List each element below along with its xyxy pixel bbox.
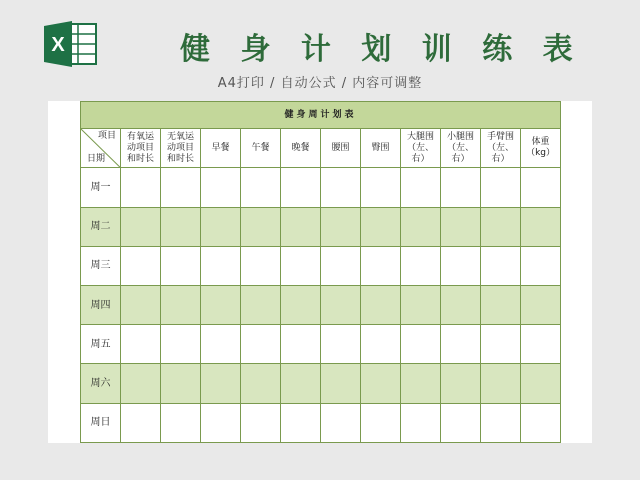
table-cell[interactable]: [321, 207, 361, 246]
table-cell[interactable]: [441, 246, 481, 285]
column-header: 午餐: [241, 129, 281, 168]
table-cell[interactable]: [481, 325, 521, 364]
day-label: 周三: [81, 246, 121, 285]
day-label: 周日: [81, 403, 121, 442]
table-cell[interactable]: [321, 168, 361, 207]
table-cell[interactable]: [481, 286, 521, 325]
table-cell[interactable]: [361, 286, 401, 325]
column-header-row: [81, 129, 561, 168]
table-cell[interactable]: [201, 325, 241, 364]
table-row: [81, 325, 561, 364]
table-row: [81, 364, 561, 403]
table-cell[interactable]: [161, 403, 201, 442]
day-rows: [81, 168, 561, 443]
day-label: 周一: [81, 168, 121, 207]
table-cell[interactable]: [201, 246, 241, 285]
table-cell[interactable]: [121, 364, 161, 403]
table-cell[interactable]: [521, 286, 561, 325]
table-cell[interactable]: [521, 364, 561, 403]
table-cell[interactable]: [241, 246, 281, 285]
table-row: [81, 246, 561, 285]
table-cell[interactable]: [201, 168, 241, 207]
table-cell[interactable]: [161, 325, 201, 364]
column-header: 无氧运 动项目 和时长: [161, 129, 201, 168]
table-cell[interactable]: [481, 403, 521, 442]
column-header: 早餐: [201, 129, 241, 168]
table-cell[interactable]: [401, 246, 441, 285]
table-cell[interactable]: [241, 168, 281, 207]
table-cell[interactable]: [241, 286, 281, 325]
table-cell[interactable]: [321, 325, 361, 364]
table-cell[interactable]: [441, 286, 481, 325]
table-cell[interactable]: [201, 286, 241, 325]
table-row: [81, 168, 561, 207]
spreadsheet-preview: [48, 101, 592, 443]
table-row: [81, 403, 561, 442]
table-cell[interactable]: [401, 286, 441, 325]
table-cell[interactable]: [161, 364, 201, 403]
table-cell[interactable]: [401, 207, 441, 246]
column-header: 手臂围 （左、 右）: [481, 129, 521, 168]
table-cell[interactable]: [281, 207, 321, 246]
table-cell[interactable]: [281, 168, 321, 207]
table-cell[interactable]: [361, 364, 401, 403]
day-label: 周六: [81, 364, 121, 403]
table-cell[interactable]: [121, 325, 161, 364]
table-cell[interactable]: [441, 364, 481, 403]
table-cell[interactable]: [121, 207, 161, 246]
table-cell[interactable]: [161, 246, 201, 285]
table-cell[interactable]: [481, 207, 521, 246]
table-cell[interactable]: [321, 364, 361, 403]
table-cell[interactable]: [161, 168, 201, 207]
table-cell[interactable]: [321, 246, 361, 285]
page-title: 健 身 计 划 训 练 表: [180, 32, 583, 67]
table-cell[interactable]: [481, 168, 521, 207]
table-cell[interactable]: [401, 403, 441, 442]
table-cell[interactable]: [241, 325, 281, 364]
column-header: 臀围: [361, 129, 401, 168]
page-subtitle: A4打印 / 自动公式 / 内容可调整: [217, 76, 423, 91]
column-header: 有氧运 动项目 和时长: [121, 129, 161, 168]
weekly-plan-table: [80, 101, 561, 443]
day-label: 周五: [81, 325, 121, 364]
table-cell[interactable]: [521, 325, 561, 364]
table-cell[interactable]: [441, 168, 481, 207]
table-cell[interactable]: [201, 364, 241, 403]
corner-label-date: 日期: [87, 154, 106, 165]
table-row: [81, 286, 561, 325]
table-cell[interactable]: [201, 207, 241, 246]
table-cell[interactable]: [361, 207, 401, 246]
table-cell[interactable]: [401, 364, 441, 403]
table-cell[interactable]: [281, 403, 321, 442]
table-cell[interactable]: [121, 286, 161, 325]
table-cell[interactable]: [161, 207, 201, 246]
table-cell[interactable]: [401, 168, 441, 207]
table-cell[interactable]: [361, 246, 401, 285]
day-label: 周二: [81, 207, 121, 246]
table-cell[interactable]: [121, 246, 161, 285]
table-cell[interactable]: [321, 286, 361, 325]
table-cell[interactable]: [361, 403, 401, 442]
table-cell[interactable]: [241, 207, 281, 246]
table-cell[interactable]: [481, 364, 521, 403]
table-cell[interactable]: [161, 286, 201, 325]
column-header: 晚餐: [281, 129, 321, 168]
table-cell[interactable]: [121, 403, 161, 442]
table-cell[interactable]: [281, 325, 321, 364]
table-cell[interactable]: [361, 168, 401, 207]
excel-logo-icon: [40, 18, 100, 70]
column-header: 大腿围 （左、 右）: [401, 129, 441, 168]
table-cell[interactable]: [521, 168, 561, 207]
table-cell[interactable]: [281, 286, 321, 325]
column-header: 体重 （kg）: [521, 129, 561, 168]
corner-label-items: 项目: [97, 131, 116, 142]
table-cell[interactable]: [441, 403, 481, 442]
table-cell[interactable]: [481, 246, 521, 285]
corner-header-cell: [81, 129, 121, 168]
page-header: [0, 0, 640, 96]
column-header: 腰围: [321, 129, 361, 168]
table-cell[interactable]: [441, 207, 481, 246]
day-label: 周四: [81, 286, 121, 325]
table-cell[interactable]: [441, 325, 481, 364]
excel-logo-letter: X: [51, 34, 65, 56]
table-cell[interactable]: [521, 403, 561, 442]
table-row: [81, 207, 561, 246]
table-cell[interactable]: [521, 207, 561, 246]
table-cell[interactable]: [121, 168, 161, 207]
table-cell[interactable]: [201, 403, 241, 442]
table-cell[interactable]: [321, 403, 361, 442]
table-cell[interactable]: [281, 364, 321, 403]
table-cell[interactable]: [521, 246, 561, 285]
table-cell[interactable]: [281, 246, 321, 285]
table-cell[interactable]: [361, 325, 401, 364]
table-cell[interactable]: [401, 325, 441, 364]
table-cell[interactable]: [241, 403, 281, 442]
column-header: 小腿围 （左、 右）: [441, 129, 481, 168]
table-title: 健身周计划表: [81, 102, 561, 129]
table-cell[interactable]: [241, 364, 281, 403]
